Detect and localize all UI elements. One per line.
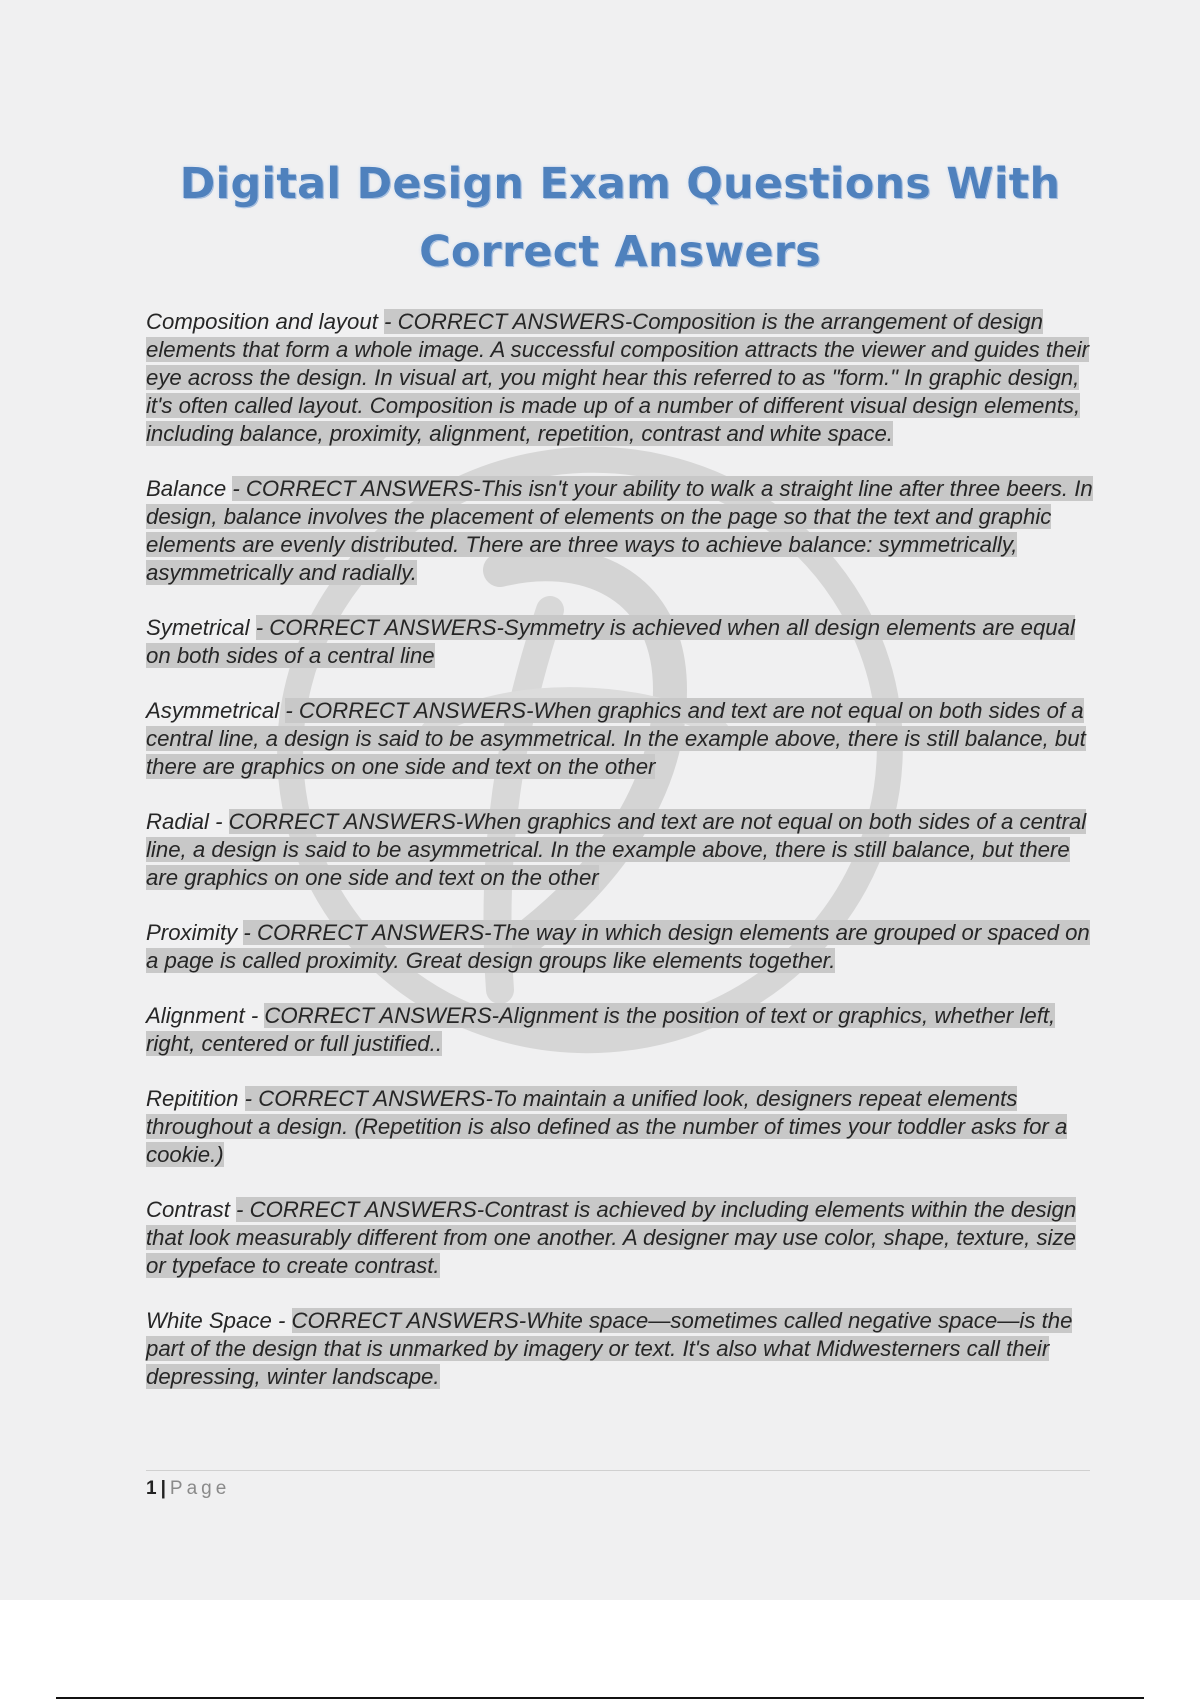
entry-term: Asymmetrical — [146, 698, 280, 723]
page-number: 1 — [146, 1478, 157, 1499]
page-label: Page — [169, 1478, 231, 1499]
entry-answer: - CORRECT ANSWERS-The way in which design elements are grouped or spaced on a page is called proximity. Great design groups like elements together. — [146, 920, 1090, 973]
qa-entry — [146, 697, 1096, 781]
qa-entry — [146, 614, 1096, 670]
entry-term: Composition and layout — [146, 309, 378, 334]
entry-answer: - CORRECT ANSWERS-Contrast is achieved by including elements within the design that look measurably different from one another. A designer may use color, shape, texture, size or typeface to create contrast. — [146, 1197, 1077, 1278]
qa-entry — [146, 919, 1096, 975]
entry-term: Repitition — [146, 1086, 239, 1111]
entry-term: Contrast — [146, 1197, 230, 1222]
entry-term: White Space - — [146, 1308, 286, 1333]
qa-entry — [146, 308, 1096, 448]
entry-answer: - CORRECT ANSWERS-Symmetry is achieved when all design elements are equal on both sides of a central line — [146, 615, 1075, 668]
qa-entry — [146, 1307, 1096, 1391]
entry-term: Balance — [146, 476, 227, 501]
entry-answer: CORRECT ANSWERS-White space—sometimes called negative space—is the part of the design that is unmarked by imagery or text. It's also what Midwesterners call their depressing, winter landscape. — [146, 1308, 1073, 1389]
document-title: Digital Design Exam Questions With Correct Answers — [179, 159, 1061, 277]
page-footer — [146, 1476, 230, 1502]
entry-term: Alignment - — [146, 1003, 259, 1028]
qa-entry — [146, 1085, 1096, 1169]
entry-answer: - CORRECT ANSWERS-To maintain a unified look, designers repeat elements throughout a design. (Repetition is also defined as the number of times your toddler asks for a cookie.) — [146, 1086, 1068, 1167]
entry-term: Proximity — [146, 920, 238, 945]
qa-entry — [146, 1002, 1096, 1058]
qa-entry — [146, 475, 1096, 587]
entry-answer: - CORRECT ANSWERS-When graphics and text are not equal on both sides of a central line, a design is said to be asymmetrical. In the example above, there is still balance, but there are graphics on one side and text on the other — [146, 698, 1086, 779]
entry-term: Symetrical — [146, 615, 250, 640]
qa-list — [146, 308, 1096, 1418]
entry-answer: CORRECT ANSWERS-Alignment is the position of text or graphics, whether left, right, centered or full justified.. — [146, 1003, 1056, 1056]
bottom-divider — [56, 1697, 1144, 1699]
qa-entry — [146, 1196, 1096, 1280]
entry-answer: - CORRECT ANSWERS-This isn't your ability to walk a straight line after three beers. In design, balance involves the placement of elements on the page so that the text and graphic elements are evenly distributed. There are three ways to achieve balance: symmetrically, asymmetrically and radially. — [146, 476, 1093, 585]
qa-entry — [146, 808, 1096, 892]
footer-separator: | — [160, 1478, 166, 1499]
entry-answer: CORRECT ANSWERS-When graphics and text are not equal on both sides of a central line, a design is said to be asymmetrical. In the example above, there is still balance, but there are graphics on one side and text on the other — [146, 809, 1087, 890]
footer-divider — [146, 1470, 1090, 1471]
entry-answer: - CORRECT ANSWERS-Composition is the arrangement of design elements that form a whole image. A successful composition attracts the viewer and guides their eye across the design. In visual art, you might hear this referred to as "form." In graphic design, it's often called layout. Composition is made up of a number of different visual design elements, including balance, proximity, alignment, repetition, contrast and white space. — [146, 309, 1090, 446]
entry-term: Radial - — [146, 809, 223, 834]
